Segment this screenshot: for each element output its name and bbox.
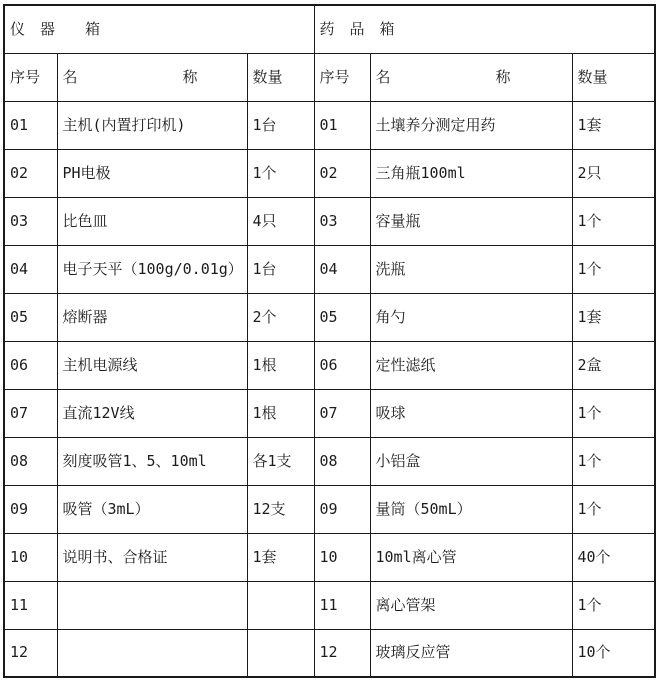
cell-medicine-box-quantity: 1个: [572, 437, 655, 485]
cell-instrument-box-serial-no: 01: [4, 101, 57, 149]
cell-medicine-box-serial-no: 09: [314, 485, 370, 533]
cell-instrument-box-item-name: 说明书、合格证: [57, 533, 247, 581]
cell-instrument-box-quantity: 各1支: [247, 437, 314, 485]
cell-medicine-box-serial-no: 02: [314, 149, 370, 197]
cell-instrument-box-item-name: 比色皿: [57, 197, 247, 245]
cell-instrument-box-serial-no: 09: [4, 485, 57, 533]
cell-medicine-box-item-name: 角勺: [370, 293, 572, 341]
cell-instrument-box-item-name: 吸管（3mL）: [57, 485, 247, 533]
cell-medicine-box-item-name: 定性滤纸: [370, 341, 572, 389]
cell-medicine-box-item-name: 量筒（50mL）: [370, 485, 572, 533]
col-header-instrument-box-serial-no: 序号: [4, 53, 57, 101]
cell-instrument-box-serial-no: 06: [4, 341, 57, 389]
section-title-medicine-box: 药 品 箱: [314, 5, 655, 53]
table-row: [4, 581, 655, 629]
cell-medicine-box-item-name: 吸球: [370, 389, 572, 437]
section-title-row: [4, 5, 655, 53]
column-header-row: [4, 53, 655, 101]
cell-medicine-box-item-name: 土壤养分测定用药: [370, 101, 572, 149]
cell-instrument-box-serial-no: 07: [4, 389, 57, 437]
cell-medicine-box-quantity: 10个: [572, 629, 655, 677]
col-header-instrument-box-item-name: 名 称: [57, 53, 247, 101]
table-row: [4, 101, 655, 149]
cell-instrument-box-quantity: 12支: [247, 485, 314, 533]
cell-medicine-box-quantity: 1个: [572, 245, 655, 293]
cell-medicine-box-quantity: 1个: [572, 485, 655, 533]
table-row: [4, 389, 655, 437]
cell-medicine-box-item-name: 玻璃反应管: [370, 629, 572, 677]
cell-medicine-box-item-name: 10ml离心管: [370, 533, 572, 581]
cell-instrument-box-quantity: [247, 629, 314, 677]
cell-instrument-box-item-name: [57, 581, 247, 629]
cell-instrument-box-serial-no: 03: [4, 197, 57, 245]
cell-medicine-box-serial-no: 10: [314, 533, 370, 581]
cell-instrument-box-quantity: 1台: [247, 245, 314, 293]
table-row: [4, 437, 655, 485]
cell-instrument-box-item-name: 直流12V线: [57, 389, 247, 437]
cell-medicine-box-serial-no: 06: [314, 341, 370, 389]
cell-medicine-box-quantity: 1个: [572, 197, 655, 245]
cell-instrument-box-serial-no: 04: [4, 245, 57, 293]
cell-medicine-box-serial-no: 05: [314, 293, 370, 341]
table-row: [4, 245, 655, 293]
cell-medicine-box-quantity: 40个: [572, 533, 655, 581]
table-row: [4, 485, 655, 533]
cell-instrument-box-item-name: PH电极: [57, 149, 247, 197]
cell-instrument-box-quantity: 1根: [247, 389, 314, 437]
col-header-instrument-box-quantity: 数量: [247, 53, 314, 101]
cell-instrument-box-item-name: 主机电源线: [57, 341, 247, 389]
inventory-table-body: [4, 5, 655, 677]
table-row: [4, 533, 655, 581]
cell-medicine-box-serial-no: 11: [314, 581, 370, 629]
cell-instrument-box-quantity: 1个: [247, 149, 314, 197]
table-row: [4, 629, 655, 677]
col-header-medicine-box-item-name: 名 称: [370, 53, 572, 101]
cell-instrument-box-serial-no: 08: [4, 437, 57, 485]
cell-medicine-box-quantity: 1套: [572, 293, 655, 341]
cell-instrument-box-quantity: 1套: [247, 533, 314, 581]
cell-medicine-box-serial-no: 08: [314, 437, 370, 485]
cell-instrument-box-serial-no: 11: [4, 581, 57, 629]
cell-instrument-box-quantity: [247, 581, 314, 629]
cell-instrument-box-quantity: 4只: [247, 197, 314, 245]
cell-instrument-box-quantity: 1台: [247, 101, 314, 149]
cell-instrument-box-item-name: 刻度吸管1、5、10ml: [57, 437, 247, 485]
cell-medicine-box-quantity: 1个: [572, 389, 655, 437]
cell-instrument-box-serial-no: 05: [4, 293, 57, 341]
col-header-medicine-box-serial-no: 序号: [314, 53, 370, 101]
cell-medicine-box-quantity: 1套: [572, 101, 655, 149]
cell-instrument-box-serial-no: 10: [4, 533, 57, 581]
table-row: [4, 293, 655, 341]
section-title-instrument-box: 仪 器 箱: [4, 5, 314, 53]
cell-instrument-box-item-name: [57, 629, 247, 677]
cell-medicine-box-quantity: 2只: [572, 149, 655, 197]
col-header-medicine-box-quantity: 数量: [572, 53, 655, 101]
cell-medicine-box-item-name: 小铝盒: [370, 437, 572, 485]
table-row: [4, 341, 655, 389]
cell-medicine-box-quantity: 2盒: [572, 341, 655, 389]
cell-medicine-box-serial-no: 01: [314, 101, 370, 149]
cell-instrument-box-item-name: 熔断器: [57, 293, 247, 341]
cell-medicine-box-item-name: 洗瓶: [370, 245, 572, 293]
cell-medicine-box-item-name: 离心管架: [370, 581, 572, 629]
inventory-table: [3, 4, 656, 678]
cell-medicine-box-item-name: 容量瓶: [370, 197, 572, 245]
cell-medicine-box-item-name: 三角瓶100ml: [370, 149, 572, 197]
cell-instrument-box-serial-no: 02: [4, 149, 57, 197]
cell-instrument-box-quantity: 1根: [247, 341, 314, 389]
cell-instrument-box-serial-no: 12: [4, 629, 57, 677]
cell-medicine-box-serial-no: 03: [314, 197, 370, 245]
cell-instrument-box-quantity: 2个: [247, 293, 314, 341]
table-row: [4, 149, 655, 197]
table-row: [4, 197, 655, 245]
cell-instrument-box-item-name: 电子天平（100g/0.01g）: [57, 245, 247, 293]
cell-medicine-box-serial-no: 07: [314, 389, 370, 437]
cell-medicine-box-quantity: 1个: [572, 581, 655, 629]
cell-instrument-box-item-name: 主机(内置打印机): [57, 101, 247, 149]
cell-medicine-box-serial-no: 12: [314, 629, 370, 677]
cell-medicine-box-serial-no: 04: [314, 245, 370, 293]
